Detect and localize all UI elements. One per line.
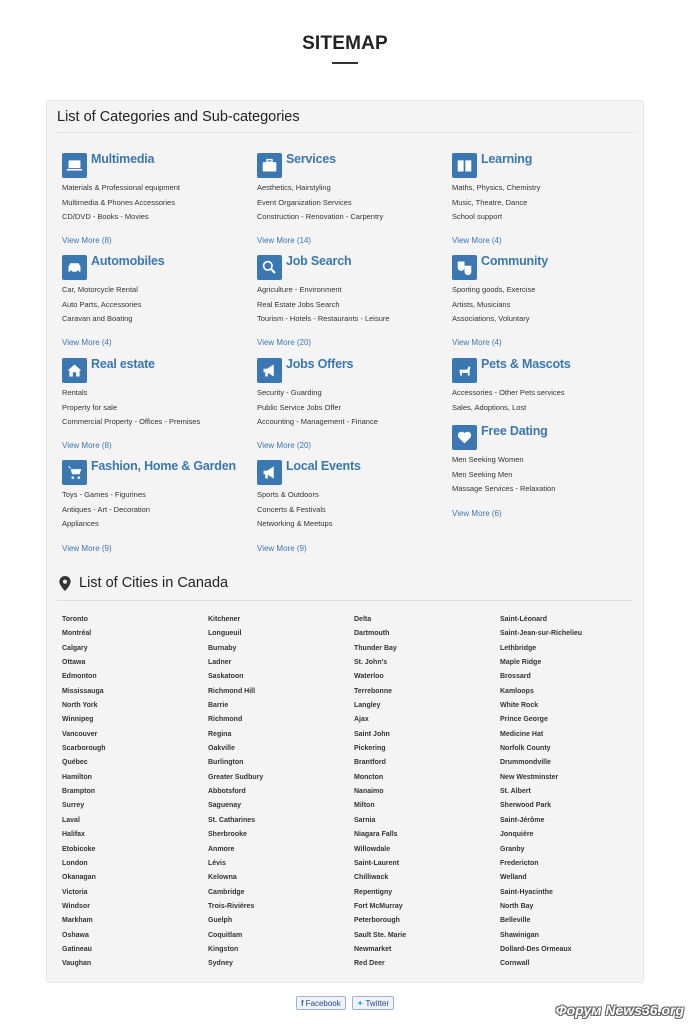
- car-icon[interactable]: [62, 255, 87, 280]
- view-more-link[interactable]: View More (20): [257, 441, 312, 450]
- subcategory-link[interactable]: Materials & Professional equipment: [62, 183, 180, 192]
- subcategory-link[interactable]: Music, Theatre, Dance: [452, 197, 528, 207]
- subcategory-link[interactable]: Artists, Musicians: [452, 299, 511, 309]
- category-title[interactable]: Free Dating: [481, 424, 548, 438]
- subcategory-link[interactable]: Public Service Jobs Offer: [257, 402, 342, 412]
- city-link[interactable]: London: [62, 859, 88, 867]
- cities-header: [59, 575, 228, 591]
- city-link[interactable]: Norfolk County: [500, 745, 551, 753]
- city-link[interactable]: Red Deer: [354, 960, 385, 968]
- subcategory-link[interactable]: Sporting goods, Exercise: [452, 285, 536, 294]
- city-link[interactable]: Saint-Léonard: [500, 616, 548, 623]
- city-link[interactable]: Markham: [62, 917, 93, 925]
- city-link[interactable]: New Westminster: [500, 773, 559, 781]
- subcategory-link[interactable]: Real Estate Jobs Search: [257, 299, 340, 309]
- subcategory-link[interactable]: Car, Motorcycle Rental: [62, 285, 138, 294]
- city-link[interactable]: Guelph: [208, 917, 233, 925]
- city-link[interactable]: St. Catharines: [208, 816, 256, 824]
- sitemap-panel: [46, 100, 644, 983]
- category-title[interactable]: Learning: [481, 152, 533, 166]
- city-link[interactable]: Peterborough: [354, 917, 400, 925]
- city-link[interactable]: Fredericton: [500, 859, 539, 867]
- shopping-cart-icon[interactable]: [62, 460, 87, 485]
- city-link[interactable]: Toronto: [62, 616, 88, 623]
- category-title[interactable]: Services: [286, 152, 336, 166]
- city-link[interactable]: Oakville: [208, 745, 235, 753]
- facebook-share-button[interactable]: [296, 996, 346, 1010]
- category-jobs-offers: [257, 357, 447, 430]
- city-link[interactable]: Ajax: [354, 716, 369, 724]
- category-learning: [452, 152, 642, 225]
- city-link[interactable]: Longueuil: [208, 630, 242, 638]
- city-link[interactable]: Sherbrooke: [208, 831, 247, 839]
- subcategory-link[interactable]: Construction - Renovation - Carpentry: [257, 212, 384, 221]
- city-link[interactable]: Montréal: [62, 630, 92, 638]
- book-icon[interactable]: [452, 153, 477, 178]
- city-link[interactable]: Fort McMurray: [354, 902, 403, 910]
- view-more-link[interactable]: View More (9): [62, 544, 112, 553]
- view-more-link[interactable]: View More (4): [452, 236, 502, 245]
- city-link[interactable]: Shawinigan: [500, 931, 539, 939]
- city-link[interactable]: Anmore: [208, 845, 235, 853]
- twitter-label: Twitter: [365, 998, 390, 1008]
- subcategory-link[interactable]: Concerts & Festivals: [257, 504, 326, 514]
- city-link[interactable]: Jonquière: [500, 831, 534, 839]
- subcategory-link[interactable]: Accounting - Management - Finance: [257, 417, 378, 426]
- city-link[interactable]: Delta: [354, 616, 372, 623]
- view-more-link[interactable]: View More (8): [62, 236, 112, 245]
- city-link[interactable]: Waterloo: [354, 673, 384, 681]
- city-link[interactable]: Granby: [500, 845, 525, 853]
- subcategory-link[interactable]: Men Seeking Women: [452, 455, 524, 464]
- city-link[interactable]: Scarborough: [62, 745, 106, 753]
- subcategory-link[interactable]: Auto Parts, Accessories: [62, 299, 142, 309]
- city-link[interactable]: Milton: [354, 802, 375, 810]
- city-link[interactable]: Abbotsford: [208, 788, 246, 796]
- city-link[interactable]: Québec: [62, 759, 88, 767]
- category-pets-mascots: [452, 357, 642, 415]
- city-link[interactable]: Burnaby: [208, 644, 237, 652]
- subcategory-link[interactable]: Agriculture - Environment: [257, 285, 342, 294]
- city-link[interactable]: Greater Sudbury: [208, 773, 264, 781]
- category-free-dating: [452, 424, 642, 497]
- subcategory-link[interactable]: Sales, Adoptions, Lost: [452, 402, 527, 412]
- city-link[interactable]: Coquitlam: [208, 931, 243, 939]
- cities-title: List of Cities in Canada: [79, 575, 229, 591]
- megaphone-icon[interactable]: [257, 358, 282, 383]
- category-title[interactable]: Multimedia: [91, 152, 155, 166]
- city-link[interactable]: Brantford: [354, 759, 386, 767]
- subcategory-link[interactable]: Caravan and Boating: [62, 314, 133, 323]
- city-link[interactable]: Terrebonne: [354, 687, 392, 695]
- subcategory-link[interactable]: Accessories - Other Pets services: [452, 388, 565, 397]
- megaphone-icon[interactable]: [257, 460, 282, 485]
- city-link[interactable]: Etobicoke: [62, 845, 96, 853]
- city-link[interactable]: Medicine Hat: [500, 730, 544, 738]
- category-title[interactable]: Pets & Mascots: [481, 357, 571, 371]
- city-link[interactable]: Victoria: [62, 888, 88, 896]
- city-link[interactable]: Sault Ste. Marie: [354, 931, 407, 939]
- city-column: [62, 613, 202, 972]
- category-title[interactable]: Automobiles: [91, 254, 165, 268]
- city-link[interactable]: Newmarket: [354, 945, 392, 953]
- city-link[interactable]: Ladner: [208, 659, 232, 667]
- city-link[interactable]: Prince George: [500, 716, 548, 724]
- subcategory-link[interactable]: Maths, Physics, Chemistry: [452, 183, 541, 192]
- city-link[interactable]: Dartmouth: [354, 630, 390, 638]
- city-link[interactable]: Richmond: [208, 716, 243, 724]
- city-link[interactable]: Cambridge: [208, 888, 245, 896]
- city-link[interactable]: Hamilton: [62, 773, 92, 781]
- subcategory-link[interactable]: School support: [452, 212, 503, 221]
- view-more-link[interactable]: View More (6): [452, 509, 502, 518]
- map-marker-icon: [59, 576, 71, 591]
- city-link[interactable]: North York: [62, 702, 98, 710]
- watermark: Форум News36.org: [555, 1002, 684, 1018]
- subcategory-link[interactable]: Men Seeking Men: [452, 469, 513, 479]
- cities-divider: [57, 600, 633, 601]
- city-link[interactable]: Kitchener: [208, 616, 241, 623]
- city-link[interactable]: Oshawa: [62, 931, 89, 939]
- city-link[interactable]: Pickering: [354, 745, 386, 753]
- city-link[interactable]: Surrey: [62, 802, 85, 810]
- category-automobiles: [62, 254, 252, 327]
- search-icon[interactable]: [257, 255, 282, 280]
- page-title: SITEMAP: [302, 33, 388, 54]
- city-link[interactable]: Lethbridge: [500, 644, 537, 652]
- categories-divider: [57, 132, 633, 133]
- city-link[interactable]: Nanaimo: [354, 788, 384, 796]
- view-more-link[interactable]: View More (9): [257, 544, 307, 553]
- city-link[interactable]: Maple Ridge: [500, 659, 542, 667]
- city-link[interactable]: Kamloops: [500, 687, 534, 695]
- city-link[interactable]: Willowdale: [354, 845, 391, 853]
- city-link[interactable]: Niagara Falls: [354, 831, 398, 839]
- city-link[interactable]: Laval: [62, 816, 80, 824]
- category-local-events: [257, 459, 447, 532]
- subcategory-link[interactable]: Security - Guarding: [257, 388, 322, 397]
- category-title[interactable]: Real estate: [91, 357, 155, 371]
- city-link[interactable]: Saguenay: [208, 802, 242, 810]
- city-link[interactable]: Vaughan: [62, 960, 92, 968]
- subcategory-link[interactable]: Property for sale: [62, 402, 118, 412]
- city-link[interactable]: Saint John: [354, 730, 390, 738]
- city-link[interactable]: Brampton: [62, 788, 96, 796]
- subcategory-link[interactable]: Appliances: [62, 519, 99, 528]
- city-link[interactable]: Richmond Hill: [208, 687, 256, 695]
- city-link[interactable]: Saint-Jean-sur-Richelieu: [500, 630, 583, 638]
- city-link[interactable]: St. John's: [354, 659, 388, 667]
- city-link[interactable]: Kelowna: [208, 874, 237, 882]
- category-title[interactable]: Local Events: [286, 459, 361, 473]
- city-link[interactable]: North Bay: [500, 902, 534, 910]
- categories-header: List of Categories and Sub-categories: [57, 109, 300, 125]
- city-link[interactable]: Trois-Rivières: [208, 902, 255, 910]
- category-title[interactable]: Fashion, Home & Garden: [91, 459, 236, 473]
- city-link[interactable]: Brossard: [500, 673, 531, 681]
- view-more-link[interactable]: View More (20): [257, 338, 312, 347]
- facebook-icon: f: [300, 998, 304, 1008]
- dog-icon[interactable]: [452, 358, 477, 383]
- city-link[interactable]: White Rock: [500, 702, 539, 710]
- city-link[interactable]: Sarnia: [354, 816, 376, 824]
- subcategory-link[interactable]: Antiques - Art - Decoration: [62, 504, 150, 514]
- home-icon[interactable]: [62, 358, 87, 383]
- view-more-link[interactable]: View More (4): [452, 338, 502, 347]
- heart-icon[interactable]: [452, 425, 477, 450]
- subcategory-link[interactable]: Networking & Meetups: [257, 519, 333, 528]
- subcategory-link[interactable]: Tourism - Hotels - Restaurants - Leisure: [257, 314, 390, 323]
- city-link[interactable]: Saint-Jérôme: [500, 816, 545, 824]
- subcategory-link[interactable]: Multimedia & Phones Accessories: [62, 197, 175, 207]
- city-link[interactable]: Edmonton: [62, 673, 97, 681]
- city-link[interactable]: Winnipeg: [62, 716, 94, 724]
- view-more-link[interactable]: View More (8): [62, 441, 112, 450]
- subcategory-link[interactable]: Massage Services - Relaxation: [452, 484, 556, 493]
- city-link[interactable]: Windsor: [62, 902, 90, 910]
- subcategory-link[interactable]: Commercial Property - Offices - Premises: [62, 417, 201, 426]
- subcategory-link[interactable]: Associations, Voluntary: [452, 314, 530, 323]
- subcategory-link[interactable]: Toys - Games - Figurines: [62, 490, 146, 499]
- city-link[interactable]: Burlington: [208, 759, 244, 767]
- category-title[interactable]: Community: [481, 254, 548, 268]
- city-link[interactable]: Cornwall: [500, 960, 530, 968]
- city-link[interactable]: Kingston: [208, 945, 239, 953]
- view-more-link[interactable]: View More (14): [257, 236, 312, 245]
- city-link[interactable]: Lévis: [208, 859, 226, 867]
- briefcase-icon[interactable]: [257, 153, 282, 178]
- subcategory-link[interactable]: CD/DVD - Books - Movies: [62, 212, 149, 221]
- subcategory-link[interactable]: Event Organization Services: [257, 197, 352, 207]
- twitter-share-button[interactable]: [352, 996, 394, 1010]
- city-link[interactable]: Gatineau: [62, 945, 92, 953]
- city-link[interactable]: Calgary: [62, 644, 88, 652]
- city-link[interactable]: Sherwood Park: [500, 802, 551, 810]
- subcategory-link[interactable]: Aesthetics, Hairstyling: [257, 183, 331, 192]
- twitter-icon: ✦: [356, 998, 364, 1008]
- category-services: [257, 152, 447, 225]
- city-link[interactable]: Belleville: [500, 917, 531, 925]
- city-link[interactable]: St. Albert: [500, 788, 531, 796]
- view-more-link[interactable]: View More (4): [62, 338, 112, 347]
- city-link[interactable]: Chilliwack: [354, 874, 389, 882]
- city-link[interactable]: Sydney: [208, 960, 233, 968]
- laptop-icon[interactable]: [62, 153, 87, 178]
- category-real-estate: [62, 357, 252, 430]
- city-link[interactable]: Moncton: [354, 773, 384, 781]
- title-underline: [332, 62, 358, 64]
- category-multimedia: [62, 152, 252, 225]
- category-title[interactable]: Job Search: [286, 254, 352, 268]
- category-fashion-home-garden: [62, 459, 252, 532]
- city-link[interactable]: Repentigny: [354, 888, 393, 896]
- subcategory-link[interactable]: Sports & Outdoors: [257, 490, 319, 499]
- city-link[interactable]: Dollard-Des Ormeaux: [500, 945, 572, 953]
- facebook-label: Facebook: [305, 998, 341, 1008]
- city-link[interactable]: Barrie: [208, 702, 229, 710]
- city-link[interactable]: Halifax: [62, 831, 85, 839]
- city-column: [208, 613, 348, 972]
- city-link[interactable]: Okanagan: [62, 874, 96, 882]
- city-link[interactable]: Regina: [208, 730, 232, 738]
- city-link[interactable]: Welland: [500, 874, 527, 882]
- category-job-search: [257, 254, 447, 327]
- city-link[interactable]: Saskatoon: [208, 673, 244, 681]
- city-column: [500, 613, 640, 972]
- category-community: [452, 254, 642, 327]
- category-title[interactable]: Jobs Offers: [286, 357, 354, 371]
- city-link[interactable]: Vancouver: [62, 730, 98, 738]
- city-link[interactable]: Thunder Bay: [354, 644, 397, 652]
- city-link[interactable]: Saint-Hyacinthe: [500, 888, 553, 896]
- theater-masks-icon[interactable]: [452, 255, 477, 280]
- city-link[interactable]: Saint-Laurent: [354, 859, 400, 867]
- city-link[interactable]: Ottawa: [62, 659, 86, 667]
- city-link[interactable]: Langley: [354, 702, 381, 710]
- city-link[interactable]: Drummondville: [500, 759, 551, 767]
- city-column: [354, 613, 494, 972]
- subcategory-link[interactable]: Rentals: [62, 388, 88, 397]
- city-link[interactable]: Mississauga: [62, 687, 104, 695]
